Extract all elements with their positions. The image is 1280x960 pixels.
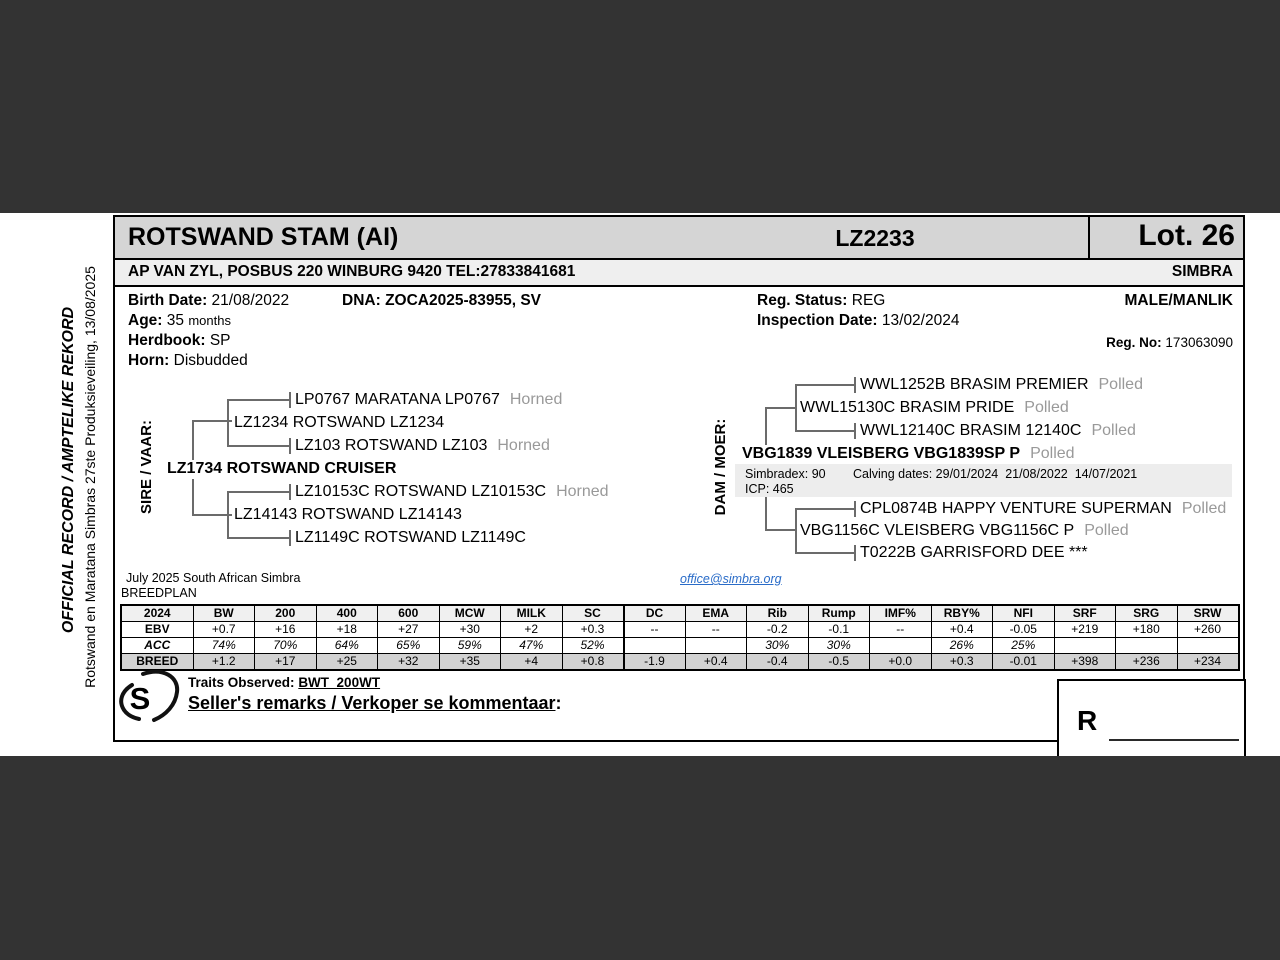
breedplan-header-cell: 400 [316,605,378,622]
pedigree-connector-line [192,514,232,516]
breedplan-cell: +27 [378,622,440,638]
breedplan-cell: 52% [562,638,624,654]
lot-separator [1088,217,1090,258]
pedigree-tick [854,501,856,517]
pedigree-connector-line [795,508,797,554]
breedplan-source-line1: July 2025 South African Simbra [126,571,301,585]
breedplan-cell: -0.5 [808,654,870,671]
price-box [1057,679,1246,756]
breedplan-cell: -0.01 [993,654,1055,671]
breedplan-cell: -1.9 [624,654,686,671]
breedplan-header-cell: RBY% [931,605,993,622]
breedplan-cell [685,638,747,654]
pedigree-connector-line [192,420,194,460]
breedplan-cell: +0.8 [562,654,624,671]
breedplan-cell: +0.4 [685,654,747,671]
breedplan-cell: 70% [255,638,317,654]
lot-number: Lot. 26 [1138,219,1235,252]
pedigree-connector-line [227,399,229,447]
herd-name-title: ROTSWAND STAM (AI) [128,223,399,251]
breedplan-header-cell: Rib [747,605,809,622]
breedplan-header-cell: SRF [1054,605,1116,622]
breedplan-cell [624,638,686,654]
pedigree-tick [854,545,856,561]
sire-granddam-2: LZ1149C ROTSWAND LZ1149C [295,529,526,546]
breedplan-header-cell: 200 [255,605,317,622]
pedigree-tick [289,530,291,546]
breedplan-cell: 26% [931,638,993,654]
breedplan-cell: -0.1 [808,622,870,638]
breedplan-cell: +260 [1177,622,1239,638]
simbra-logo [119,670,181,731]
sire-grandsire-1: LP0767 MARATANA LP0767 Horned [295,391,563,408]
pedigree-tick [289,392,291,408]
breedplan-cell: +4 [501,654,563,671]
sire-dam: LZ14143 ROTSWAND LZ14143 [234,506,462,523]
sire-label: SIRE / VAAR: [138,420,155,514]
breedplan-cell: +18 [316,622,378,638]
breedplan-cell: -0.2 [747,622,809,638]
horn-field: Horn: Disbudded [128,352,248,369]
breedplan-header-cell: BW [193,605,255,622]
email-link[interactable]: office@simbra.org [680,572,782,586]
pedigree-connector-line [192,420,232,422]
pedigree-connector-line [227,445,290,447]
inspection-date-field: Inspection Date: 13/02/2024 [757,312,960,329]
breedplan-header-cell: MILK [501,605,563,622]
pedigree-connector-line [227,399,290,401]
pedigree-connector-line [227,491,229,539]
reg-no-field: Reg. No: 173063090 [1106,335,1233,350]
breedplan-header-cell: MCW [439,605,501,622]
breedplan-cell: +30 [439,622,501,638]
dam-granddam-1: WWL12140C BRASIM 12140C Polled [860,422,1136,439]
birth-date-field: Birth Date: 21/08/2022 [128,292,290,309]
pedigree-connector-line [795,430,855,432]
record-card [113,215,1245,742]
breedplan-header-cell: SC [562,605,624,622]
sire-grandsire-2: LZ10153C ROTSWAND LZ10153C Horned [295,483,609,500]
breedplan-cell: +0.3 [931,654,993,671]
pedigree-connector-line [765,407,767,445]
breedplan-row [121,654,1239,671]
breedplan-cell [1177,638,1239,654]
pedigree-connector-line [765,496,767,531]
herdbook-field: Herdbook: SP [128,332,231,349]
dam-granddam-2: T0222B GARRISFORD DEE *** [860,544,1088,561]
breedplan-table [120,604,1240,671]
age-field: Age: 35 months [128,312,231,329]
pedigree-tick [854,423,856,439]
pedigree-connector-line [795,384,855,386]
breedplan-row [121,638,1239,654]
pedigree-connector-line [795,552,855,554]
title-bar [115,217,1243,260]
pedigree-tick [289,438,291,454]
dam-grandsire-2: CPL0874B HAPPY VENTURE SUPERMAN Polled [860,500,1227,517]
breed-name: SIMBRA [1171,263,1233,280]
dna-field: DNA: ZOCA2025-83955, SV [342,292,542,309]
pedigree-connector-line [795,384,797,432]
sellers-remarks-heading: Seller's remarks / Verkoper se kommentaar: [188,693,562,713]
dam-sire: WWL15130C BRASIM PRIDE Polled [800,399,1069,416]
pedigree-connector-line [795,508,855,510]
sire-granddam-1: LZ103 ROTSWAND LZ103 Horned [295,437,550,454]
breedplan-cell: +1.2 [193,654,255,671]
breedplan-header-cell: SRG [1116,605,1178,622]
pedigree-connector-line [192,479,194,516]
breedplan-cell [870,638,932,654]
logo-letter: S [129,681,151,716]
sale-event-vertical-text: Rotswand en Maratana Simbras 27ste Produksieveiling, 13/08/2025 [82,266,98,688]
breedplan-cell: +398 [1054,654,1116,671]
breedplan-cell: -- [624,622,686,638]
pedigree-tick [854,377,856,393]
breedplan-header-row [121,605,1239,622]
breedplan-cell: 74% [193,638,255,654]
breedplan-cell: -- [870,622,932,638]
dam-grandsire-1: WWL1252B BRASIM PREMIER Polled [860,376,1143,393]
breedplan-cell: ACC [121,638,193,654]
breedplan-header-cell: 600 [378,605,440,622]
dam-label: DAM / MOER: [712,418,729,516]
breedplan-cell: +16 [255,622,317,638]
breedplan-header-cell: IMF% [870,605,932,622]
breedplan-cell: +0.4 [931,622,993,638]
simbradex-value: Simbradex: 90 [745,467,826,481]
breedplan-table-wrap [120,604,1240,671]
breedplan-row [121,622,1239,638]
sire-sire: LZ1234 ROTSWAND LZ1234 [234,414,445,431]
dam-name: VBG1839 VLEISBERG VBG1839SP P Polled [742,445,1075,462]
dam-performance-box [735,464,1232,497]
breedplan-cell: 25% [993,638,1055,654]
pedigree-tick [289,484,291,500]
icp-value: ICP: 465 [745,482,794,496]
breedplan-cell: BREED [121,654,193,671]
breedplan-cell [1054,638,1116,654]
sire-name: LZ1734 ROTSWAND CRUISER [167,460,397,477]
breedplan-header-cell: 2024 [121,605,193,622]
breedplan-cell: +32 [378,654,440,671]
breedplan-cell: 30% [808,638,870,654]
calving-dates: Calving dates: 29/01/2024 21/08/2022 14/07/2021 [853,467,1138,481]
breedplan-cell [1116,638,1178,654]
breedplan-cell: -0.4 [747,654,809,671]
breedplan-cell: +0.7 [193,622,255,638]
traits-observed: Traits Observed: BWT 200WT [188,675,381,690]
currency-symbol: R [1077,705,1098,736]
breedplan-cell: +180 [1116,622,1178,638]
pedigree-connector-line [227,491,290,493]
sex-field: MALE/MANLIK [1124,292,1233,309]
breedplan-cell: +25 [316,654,378,671]
breedplan-cell: EBV [121,622,193,638]
owner-contact: AP VAN ZYL, POSBUS 220 WINBURG 9420 TEL:27833841681 [128,263,576,280]
breedplan-cell: +236 [1116,654,1178,671]
breedplan-cell: 64% [316,638,378,654]
breedplan-cell: +2 [501,622,563,638]
breedplan-source-line2: BREEDPLAN [121,586,197,600]
breedplan-cell: +234 [1177,654,1239,671]
breedplan-cell: -0.05 [993,622,1055,638]
breedplan-header-cell: EMA [685,605,747,622]
breedplan-cell: 59% [439,638,501,654]
breedplan-cell: +0.3 [562,622,624,638]
breedplan-header-cell: Rump [808,605,870,622]
official-record-vertical-text: OFFICIAL RECORD / AMPTELIKE REKORD [60,306,77,634]
price-blank-line [1109,739,1239,741]
dam-dam: VBG1156C VLEISBERG VBG1156C P Polled [800,522,1129,539]
pedigree-connector-line [227,537,290,539]
breedplan-cell: 30% [747,638,809,654]
breedplan-cell: +219 [1054,622,1116,638]
animal-id: LZ2233 [835,225,915,251]
breedplan-cell: -- [685,622,747,638]
breedplan-cell: 65% [378,638,440,654]
breedplan-cell: +0.0 [870,654,932,671]
breedplan-header-cell: NFI [993,605,1055,622]
breedplan-cell: +35 [439,654,501,671]
reg-status-field: Reg. Status: REG [757,292,886,309]
breedplan-cell: +17 [255,654,317,671]
owner-bar [115,260,1243,287]
breedplan-cell: 47% [501,638,563,654]
breedplan-header-cell: DC [624,605,686,622]
breedplan-header-cell: SRW [1177,605,1239,622]
pedigree-connector-line [765,529,797,531]
pedigree-connector-line [765,407,797,409]
